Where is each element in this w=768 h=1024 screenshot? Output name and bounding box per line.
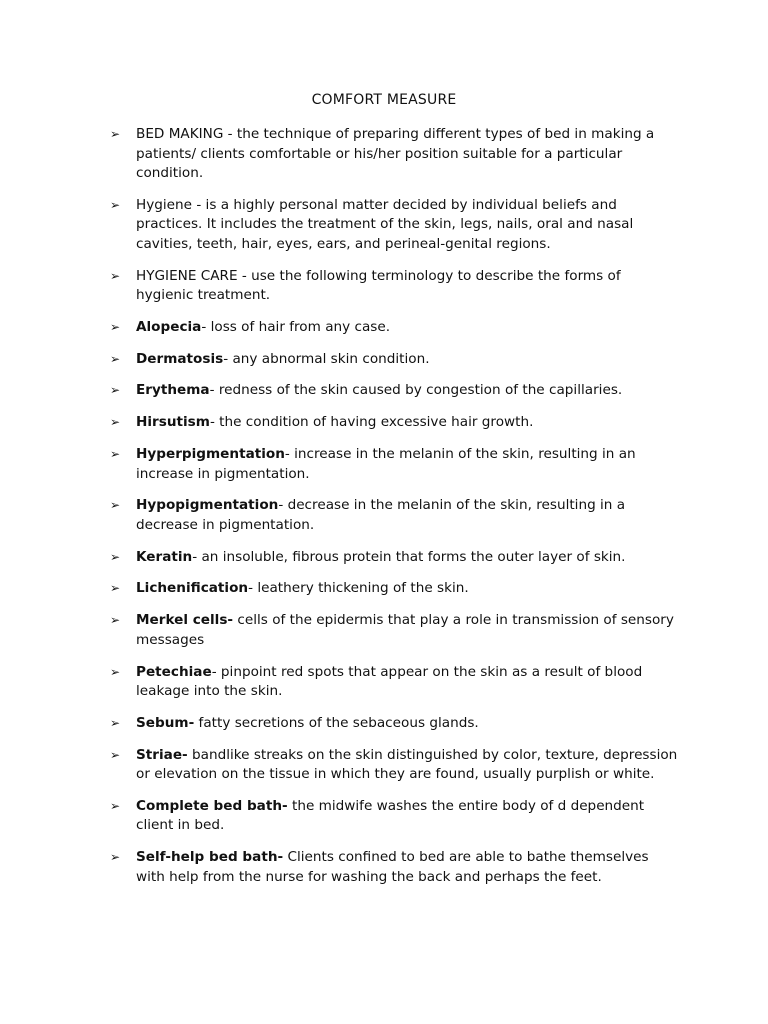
item-text: Hygiene - is a highly personal matter decided by individual beliefs and practices. It includes the treatment of the skin, legs, nails, oral and nasal cavities, teeth, hair, eyes, ears, and perineal-genital regions.: [136, 196, 634, 252]
item-text: HYGIENE CARE - use the following terminology to describe the forms of hygienic treatment.: [136, 267, 621, 304]
item-term: Erythema: [136, 382, 210, 399]
item-term: Lichenification: [136, 580, 249, 597]
item-text: - pinpoint red spots that appear on the skin as a result of blood leakage into the skin.: [136, 663, 643, 700]
item-text: bandlike streaks on the skin distinguished by color, texture, depression or elevation on the tissue in which they are found, usually purplish or white.: [136, 746, 678, 783]
list-item: [110, 579, 680, 599]
list-item: [110, 381, 680, 401]
item-text: - any abnormal skin condition.: [223, 350, 430, 367]
item-term: Hirsutism: [136, 414, 210, 431]
list-item: [110, 125, 680, 184]
list-item: [110, 445, 680, 484]
item-term: Keratin: [136, 548, 193, 565]
item-text: - the condition of having excessive hair growth.: [209, 414, 534, 431]
arrow-bullet-icon: ➢: [110, 850, 121, 865]
arrow-bullet-icon: ➢: [110, 127, 121, 141]
list-item: [110, 350, 680, 370]
item-text: - loss of hair from any case.: [201, 318, 391, 335]
list-item: [110, 848, 680, 887]
list-item: [110, 267, 680, 306]
item-term: Petechiae: [136, 663, 212, 680]
arrow-bullet-icon: ➢: [110, 715, 121, 730]
item-term: Merkel cells-: [136, 612, 234, 629]
arrow-bullet-icon: ➢: [110, 351, 121, 366]
list-item: [110, 196, 680, 255]
arrow-bullet-icon: ➢: [110, 319, 121, 334]
list-item: [110, 663, 680, 702]
arrow-bullet-icon: ➢: [110, 415, 121, 430]
arrow-bullet-icon: ➢: [110, 747, 121, 762]
item-text: - increase in the melanin of the skin, resulting in an increase in pigmentation.: [136, 446, 636, 482]
item-term: Sebum-: [136, 714, 195, 731]
item-term: Alopecia: [136, 318, 202, 335]
arrow-bullet-icon: ➢: [110, 581, 121, 596]
item-text: - decrease in the melanin of the skin, resulting in a decrease in pigmentation.: [136, 497, 626, 533]
document-title: COMFORT MEASURE: [311, 92, 457, 108]
list-item: [110, 496, 680, 535]
arrow-bullet-icon: ➢: [110, 613, 121, 628]
list-item: [110, 714, 680, 734]
arrow-bullet-icon: ➢: [110, 268, 121, 283]
arrow-bullet-icon: ➢: [110, 798, 121, 813]
item-text: BED MAKING - the technique of preparing different types of bed in making a patients/ clients comfortable or his/her position suitable for a particular condition.: [136, 126, 655, 181]
list-item: [110, 548, 680, 568]
item-term: Hypopigmentation: [136, 497, 279, 514]
list-item: [110, 797, 680, 836]
list-item: [110, 746, 680, 785]
item-text: - redness of the skin caused by congestion of the capillaries.: [209, 382, 623, 399]
arrow-bullet-icon: ➢: [110, 664, 121, 679]
item-term: Striae-: [136, 746, 188, 763]
arrow-bullet-icon: ➢: [110, 447, 121, 462]
arrow-bullet-icon: ➢: [110, 549, 121, 564]
item-text: - leathery thickening of the skin.: [248, 580, 469, 597]
arrow-bullet-icon: ➢: [110, 383, 121, 398]
item-text: the midwife washes the entire body of d dependent client in bed.: [136, 797, 645, 834]
item-term: Self-help bed bath-: [136, 849, 284, 866]
item-text: - an insoluble, fibrous protein that forms the outer layer of skin.: [192, 548, 626, 565]
definition-list: [110, 125, 680, 900]
list-item: [110, 318, 680, 338]
list-item: [110, 413, 680, 433]
item-text: cells of the epidermis that play a role in transmission of sensory messages: [136, 612, 674, 648]
item-term: Complete bed bath-: [136, 797, 288, 814]
item-term: Dermatosis: [136, 350, 224, 367]
item-text: fatty secretions of the sebaceous glands.: [194, 714, 479, 731]
item-term: Hyperpigmentation: [136, 446, 285, 463]
arrow-bullet-icon: ➢: [110, 197, 121, 212]
item-text: Clients confined to bed are able to bathe themselves with help from the nurse for washing the back and perhaps the feet.: [136, 849, 649, 885]
list-item: [110, 611, 680, 650]
arrow-bullet-icon: ➢: [110, 498, 121, 513]
